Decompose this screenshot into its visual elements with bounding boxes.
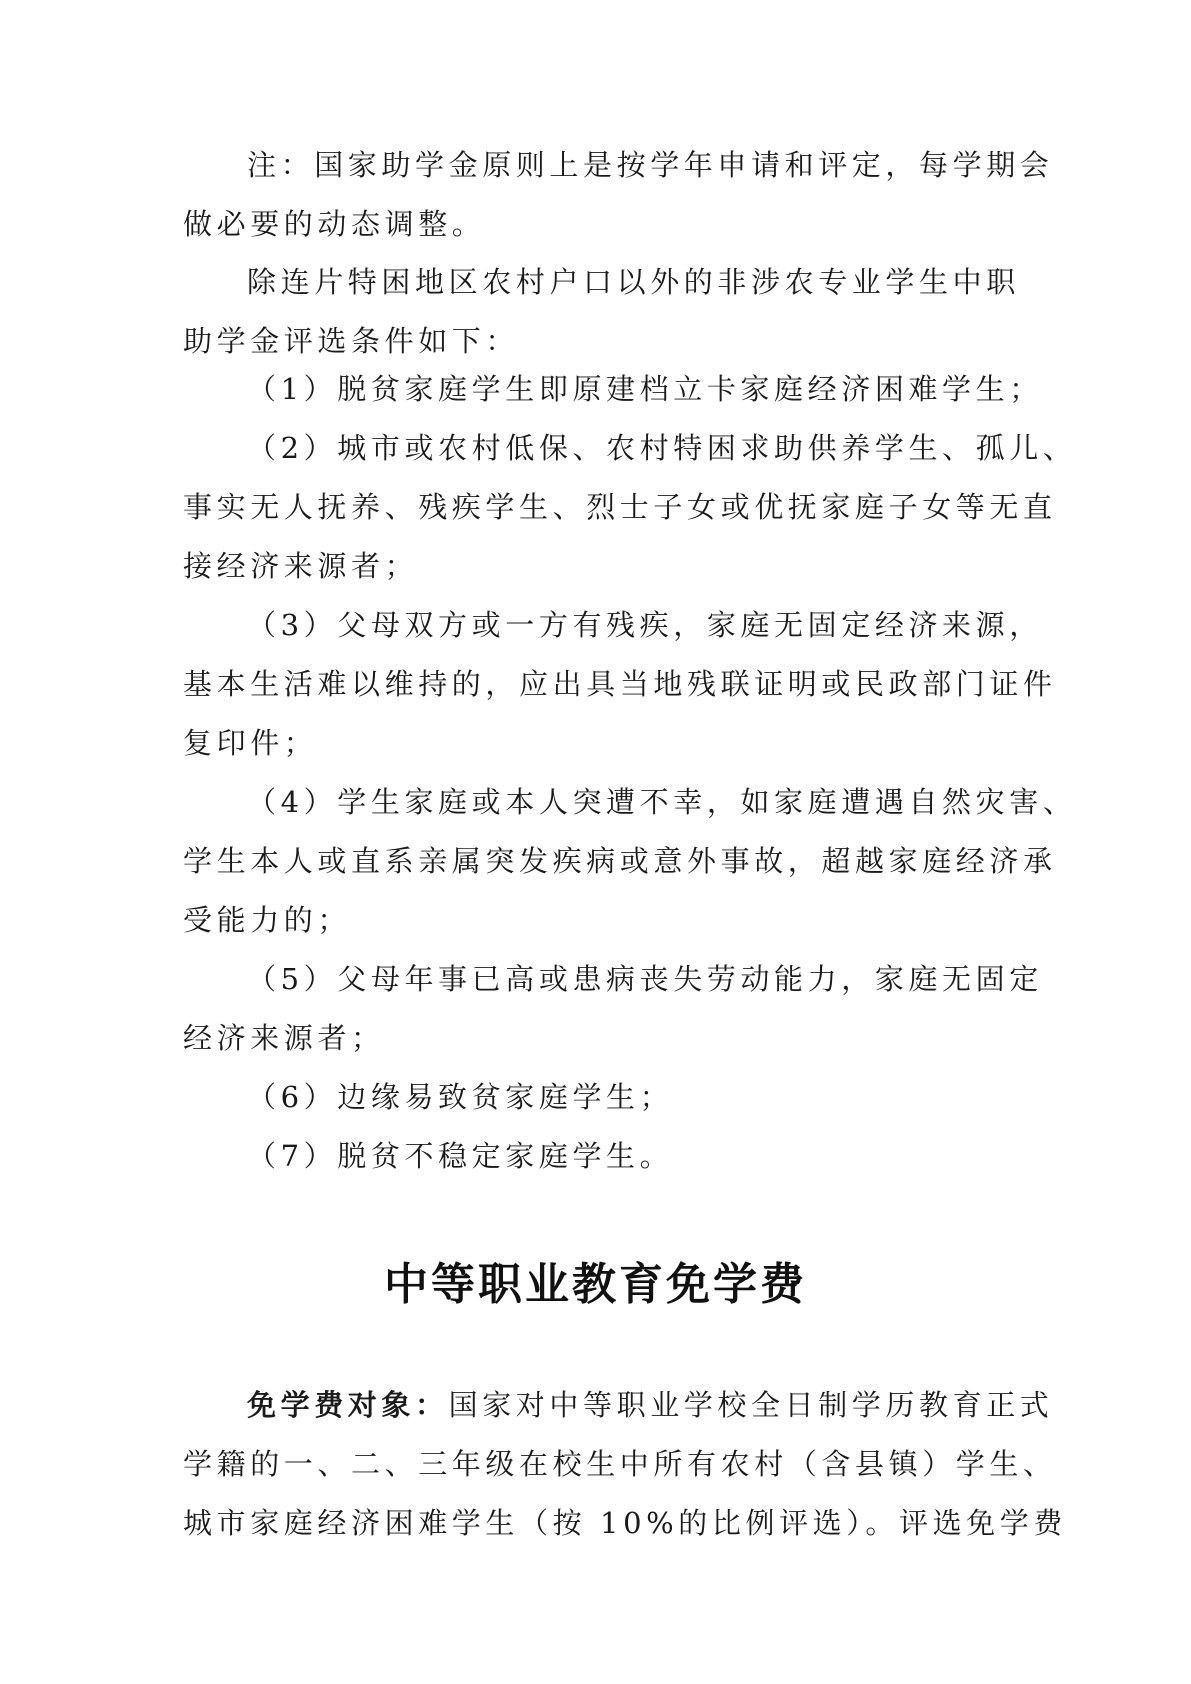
criteria-intro-line-1: 除连片特困地区农村户口以外的非涉农专业学生中职 <box>247 265 1020 299</box>
exemption-line-2: 学籍的一、二、三年级在校生中所有农村（含县镇）学生、 <box>183 1447 1057 1481</box>
criterion-3-line-2: 基本生活难以维持的，应出具当地残联证明或民政部门证件 <box>183 667 1057 701</box>
exemption-label: 免学费对象： <box>247 1388 449 1422</box>
criterion-item-4 <box>183 773 1077 950</box>
section-heading: 中等职业教育免学费 <box>384 1259 807 1310</box>
criterion-item-3 <box>183 596 1057 773</box>
note-paragraph <box>183 136 1054 254</box>
exemption-line-1-text: 国家对中等职业学校全日制学历教育正式 <box>448 1388 1054 1422</box>
criterion-1-line-1: （1）脱贫家庭学生即原建档立卡家庭经济困难学生； <box>247 372 1043 406</box>
criteria-list <box>183 360 1077 1186</box>
criterion-2-line-1: （2）城市或农村低保、农村特困求助供养学生、孤儿、 <box>247 431 1077 465</box>
criterion-2-line-3: 接经济来源者； <box>183 549 419 583</box>
criterion-5-line-1: （5）父母年事已高或患病丧失劳动能力，家庭无固定 <box>247 962 1043 996</box>
criterion-6-line-1: （6）边缘易致贫家庭学生； <box>247 1080 674 1114</box>
exemption-paragraph <box>183 1376 1067 1553</box>
criterion-item-1 <box>183 360 1043 419</box>
exemption-line-1 <box>183 1376 1054 1435</box>
criterion-item-7 <box>183 1127 1015 1186</box>
criteria-intro-line-2: 助学金评选条件如下： <box>183 324 520 358</box>
note-line-1: 注：国家助学金原则上是按学年申请和评定，每学期会 <box>247 148 1054 182</box>
criterion-4-line-3: 受能力的； <box>183 903 352 937</box>
criterion-item-2 <box>183 419 1077 596</box>
note-line-2: 做必要的动态调整。 <box>183 207 486 241</box>
criterion-3-line-3: 复印件； <box>183 726 318 760</box>
criterion-item-6 <box>183 1068 1015 1127</box>
criterion-4-line-1: （4）学生家庭或本人突遭不幸，如家庭遭遇自然灾害、 <box>247 785 1077 819</box>
criterion-7-line-1: （7）脱贫不稳定家庭学生。 <box>247 1139 674 1173</box>
exemption-line-3: 城市家庭经济困难学生（按 10%的比例评选）。评选免学费 <box>183 1506 1067 1540</box>
criterion-5-line-2: 经济来源者； <box>183 1021 385 1055</box>
criterion-4-line-2: 学生本人或直系亲属突发疾病或意外事故，超越家庭经济承 <box>183 844 1057 878</box>
criterion-2-line-2: 事实无人抚养、残疾学生、烈士子女或优抚家庭子女等无直 <box>183 490 1057 524</box>
criteria-intro-paragraph <box>183 253 1020 371</box>
criterion-3-line-1: （3）父母双方或一方有残疾，家庭无固定经济来源， <box>247 608 1043 642</box>
criterion-item-5 <box>183 950 1043 1068</box>
